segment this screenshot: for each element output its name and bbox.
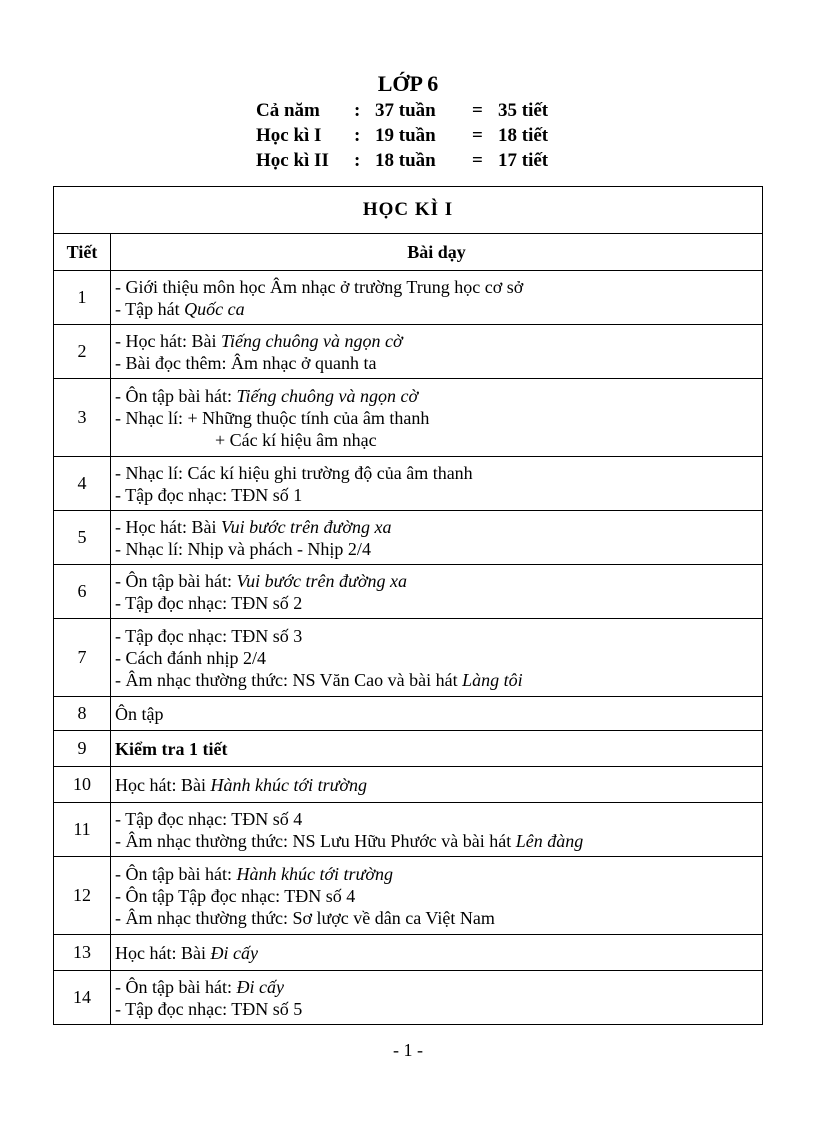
lesson-line: Ôn tập: [115, 703, 164, 724]
lesson-line-text: - Ôn tập bài hát:: [115, 570, 237, 591]
lesson-content: [111, 731, 763, 767]
summary-weeks: 37 tuần: [375, 100, 436, 121]
table-row: [54, 971, 763, 1025]
semester-heading-row: [54, 187, 763, 234]
lesson-line: [115, 385, 758, 407]
song-title: Vui bước trên đường xa: [236, 570, 407, 591]
lesson-line: [115, 976, 758, 998]
lesson-line: [115, 774, 758, 796]
table-row: [54, 731, 763, 767]
summary-periods: 17 tiết: [498, 150, 549, 171]
lesson-line-text: - Ôn tập bài hát:: [115, 976, 237, 997]
summary-equals: =: [472, 125, 483, 146]
lesson-content: [111, 271, 763, 325]
lesson-line-text: - Tập hát: [115, 298, 185, 319]
table-row: [54, 325, 763, 379]
lesson-line-text: - Âm nhạc thường thức: NS Lưu Hữu Phước và bài hát: [115, 830, 516, 851]
period-number: 12: [54, 857, 111, 935]
period-number: 9: [54, 731, 111, 767]
summary-colon: :: [354, 125, 361, 146]
lesson-line: - Bài đọc thêm: Âm nhạc ở quanh ta: [115, 352, 377, 373]
period-number: 14: [54, 971, 111, 1025]
lesson-content: [111, 697, 763, 731]
schedule-summary: [0, 98, 816, 173]
lesson-line-text: - Học hát: Bài: [115, 330, 221, 351]
lesson-content: [111, 457, 763, 511]
lesson-line: [115, 863, 758, 885]
summary-label: Học kì I: [256, 125, 322, 146]
lesson-line: [115, 942, 758, 964]
lesson-line-text: - Ôn tập bài hát:: [115, 385, 237, 406]
lesson-line-text: - Ôn tập bài hát:: [115, 863, 237, 884]
summary-label: Cả năm: [256, 100, 320, 121]
lesson-line: [115, 516, 758, 538]
table-row: [54, 271, 763, 325]
summary-weeks: 18 tuần: [375, 150, 436, 171]
period-number: 3: [54, 379, 111, 457]
table-row: [54, 379, 763, 457]
lesson-content: [111, 803, 763, 857]
lesson-line: + Các kí hiệu âm nhạc: [215, 429, 377, 450]
song-title: Đi cấy: [210, 942, 258, 963]
lesson-content: [111, 857, 763, 935]
lesson-line: - Âm nhạc thường thức: Sơ lược về dân ca Việt Nam: [115, 907, 495, 928]
lesson-line: - Nhạc lí: Nhịp và phách - Nhịp 2/4: [115, 538, 371, 559]
lesson-line: - Giới thiệu môn học Âm nhạc ở trường Trung học cơ sở: [115, 276, 524, 297]
lesson-line-text: Học hát: Bài: [115, 942, 211, 963]
lesson-line: - Cách đánh nhịp 2/4: [115, 647, 266, 668]
song-title: Lên đàng: [515, 830, 584, 851]
lesson-line: [115, 570, 758, 592]
lesson-content: [111, 767, 763, 803]
lesson-content: [111, 935, 763, 971]
lesson-line: [115, 830, 758, 852]
lesson-line: [115, 669, 758, 691]
period-number: 10: [54, 767, 111, 803]
lesson-content: [111, 379, 763, 457]
lesson-content: [111, 971, 763, 1025]
page-title: LỚP 6: [377, 71, 439, 96]
table-row: [54, 619, 763, 697]
lesson-rows: [54, 271, 763, 1025]
lesson-content: [111, 619, 763, 697]
lesson-plan-table: [53, 186, 763, 1025]
lesson-content: [111, 325, 763, 379]
summary-row-semester-1: [0, 123, 816, 148]
summary-weeks: 19 tuần: [375, 125, 436, 146]
lesson-line: - Tập đọc nhạc: TĐN số 1: [115, 484, 303, 505]
column-header-row: [54, 234, 763, 271]
summary-row-semester-2: [0, 148, 816, 173]
semester-heading: HỌC KÌ I: [54, 187, 763, 234]
table-row: [54, 565, 763, 619]
lesson-line: - Tập đọc nhạc: TĐN số 4: [115, 808, 303, 829]
summary-row-year: [0, 98, 816, 123]
period-number: 6: [54, 565, 111, 619]
period-number: 2: [54, 325, 111, 379]
table-row: [54, 857, 763, 935]
period-number: 13: [54, 935, 111, 971]
song-title: Quốc ca: [184, 298, 245, 319]
lesson-line: [115, 330, 758, 352]
song-title: Hành khúc tới trường: [210, 774, 367, 795]
table-row: [54, 457, 763, 511]
song-title: Tiếng chuông và ngọn cờ: [220, 330, 403, 351]
table-row: [54, 767, 763, 803]
table-row: [54, 935, 763, 971]
lesson-line-text: - Học hát: Bài: [115, 516, 221, 537]
summary-periods: 18 tiết: [498, 125, 549, 146]
lesson-line: - Tập đọc nhạc: TĐN số 3: [115, 625, 303, 646]
page-number: - 1 -: [393, 1040, 423, 1060]
period-number: 8: [54, 697, 111, 731]
column-header-period: Tiết: [54, 234, 111, 271]
song-title: Vui bước trên đường xa: [220, 516, 392, 537]
table-row: [54, 803, 763, 857]
lesson-line-text: Học hát: Bài: [115, 774, 211, 795]
summary-equals: =: [472, 150, 483, 171]
summary-colon: :: [354, 100, 361, 121]
period-number: 11: [54, 803, 111, 857]
lesson-line-text: - Âm nhạc thường thức: NS Văn Cao và bài hát: [115, 669, 463, 690]
summary-equals: =: [472, 100, 483, 121]
column-header-lesson: Bài dạy: [111, 234, 763, 271]
song-title: Làng tôi: [462, 669, 523, 690]
lesson-line: - Ôn tập Tập đọc nhạc: TĐN số 4: [115, 885, 356, 906]
lesson-line: Kiểm tra 1 tiết: [115, 738, 228, 759]
summary-colon: :: [354, 150, 361, 171]
lesson-line: - Nhạc lí: Các kí hiệu ghi trường độ của âm thanh: [115, 462, 473, 483]
lesson-line: - Tập đọc nhạc: TĐN số 2: [115, 592, 303, 613]
song-title: Đi cấy: [236, 976, 284, 997]
lesson-line: [115, 298, 758, 320]
lesson-content: [111, 511, 763, 565]
summary-label: Học kì II: [256, 150, 329, 171]
lesson-content: [111, 565, 763, 619]
lesson-line: - Nhạc lí: + Những thuộc tính của âm thanh: [115, 407, 430, 428]
period-number: 7: [54, 619, 111, 697]
song-title: Hành khúc tới trường: [236, 863, 393, 884]
song-title: Tiếng chuông và ngọn cờ: [236, 385, 419, 406]
period-number: 5: [54, 511, 111, 565]
table-row: [54, 697, 763, 731]
period-number: 1: [54, 271, 111, 325]
table-row: [54, 511, 763, 565]
summary-periods: 35 tiết: [498, 100, 549, 121]
lesson-line: - Tập đọc nhạc: TĐN số 5: [115, 998, 303, 1019]
period-number: 4: [54, 457, 111, 511]
